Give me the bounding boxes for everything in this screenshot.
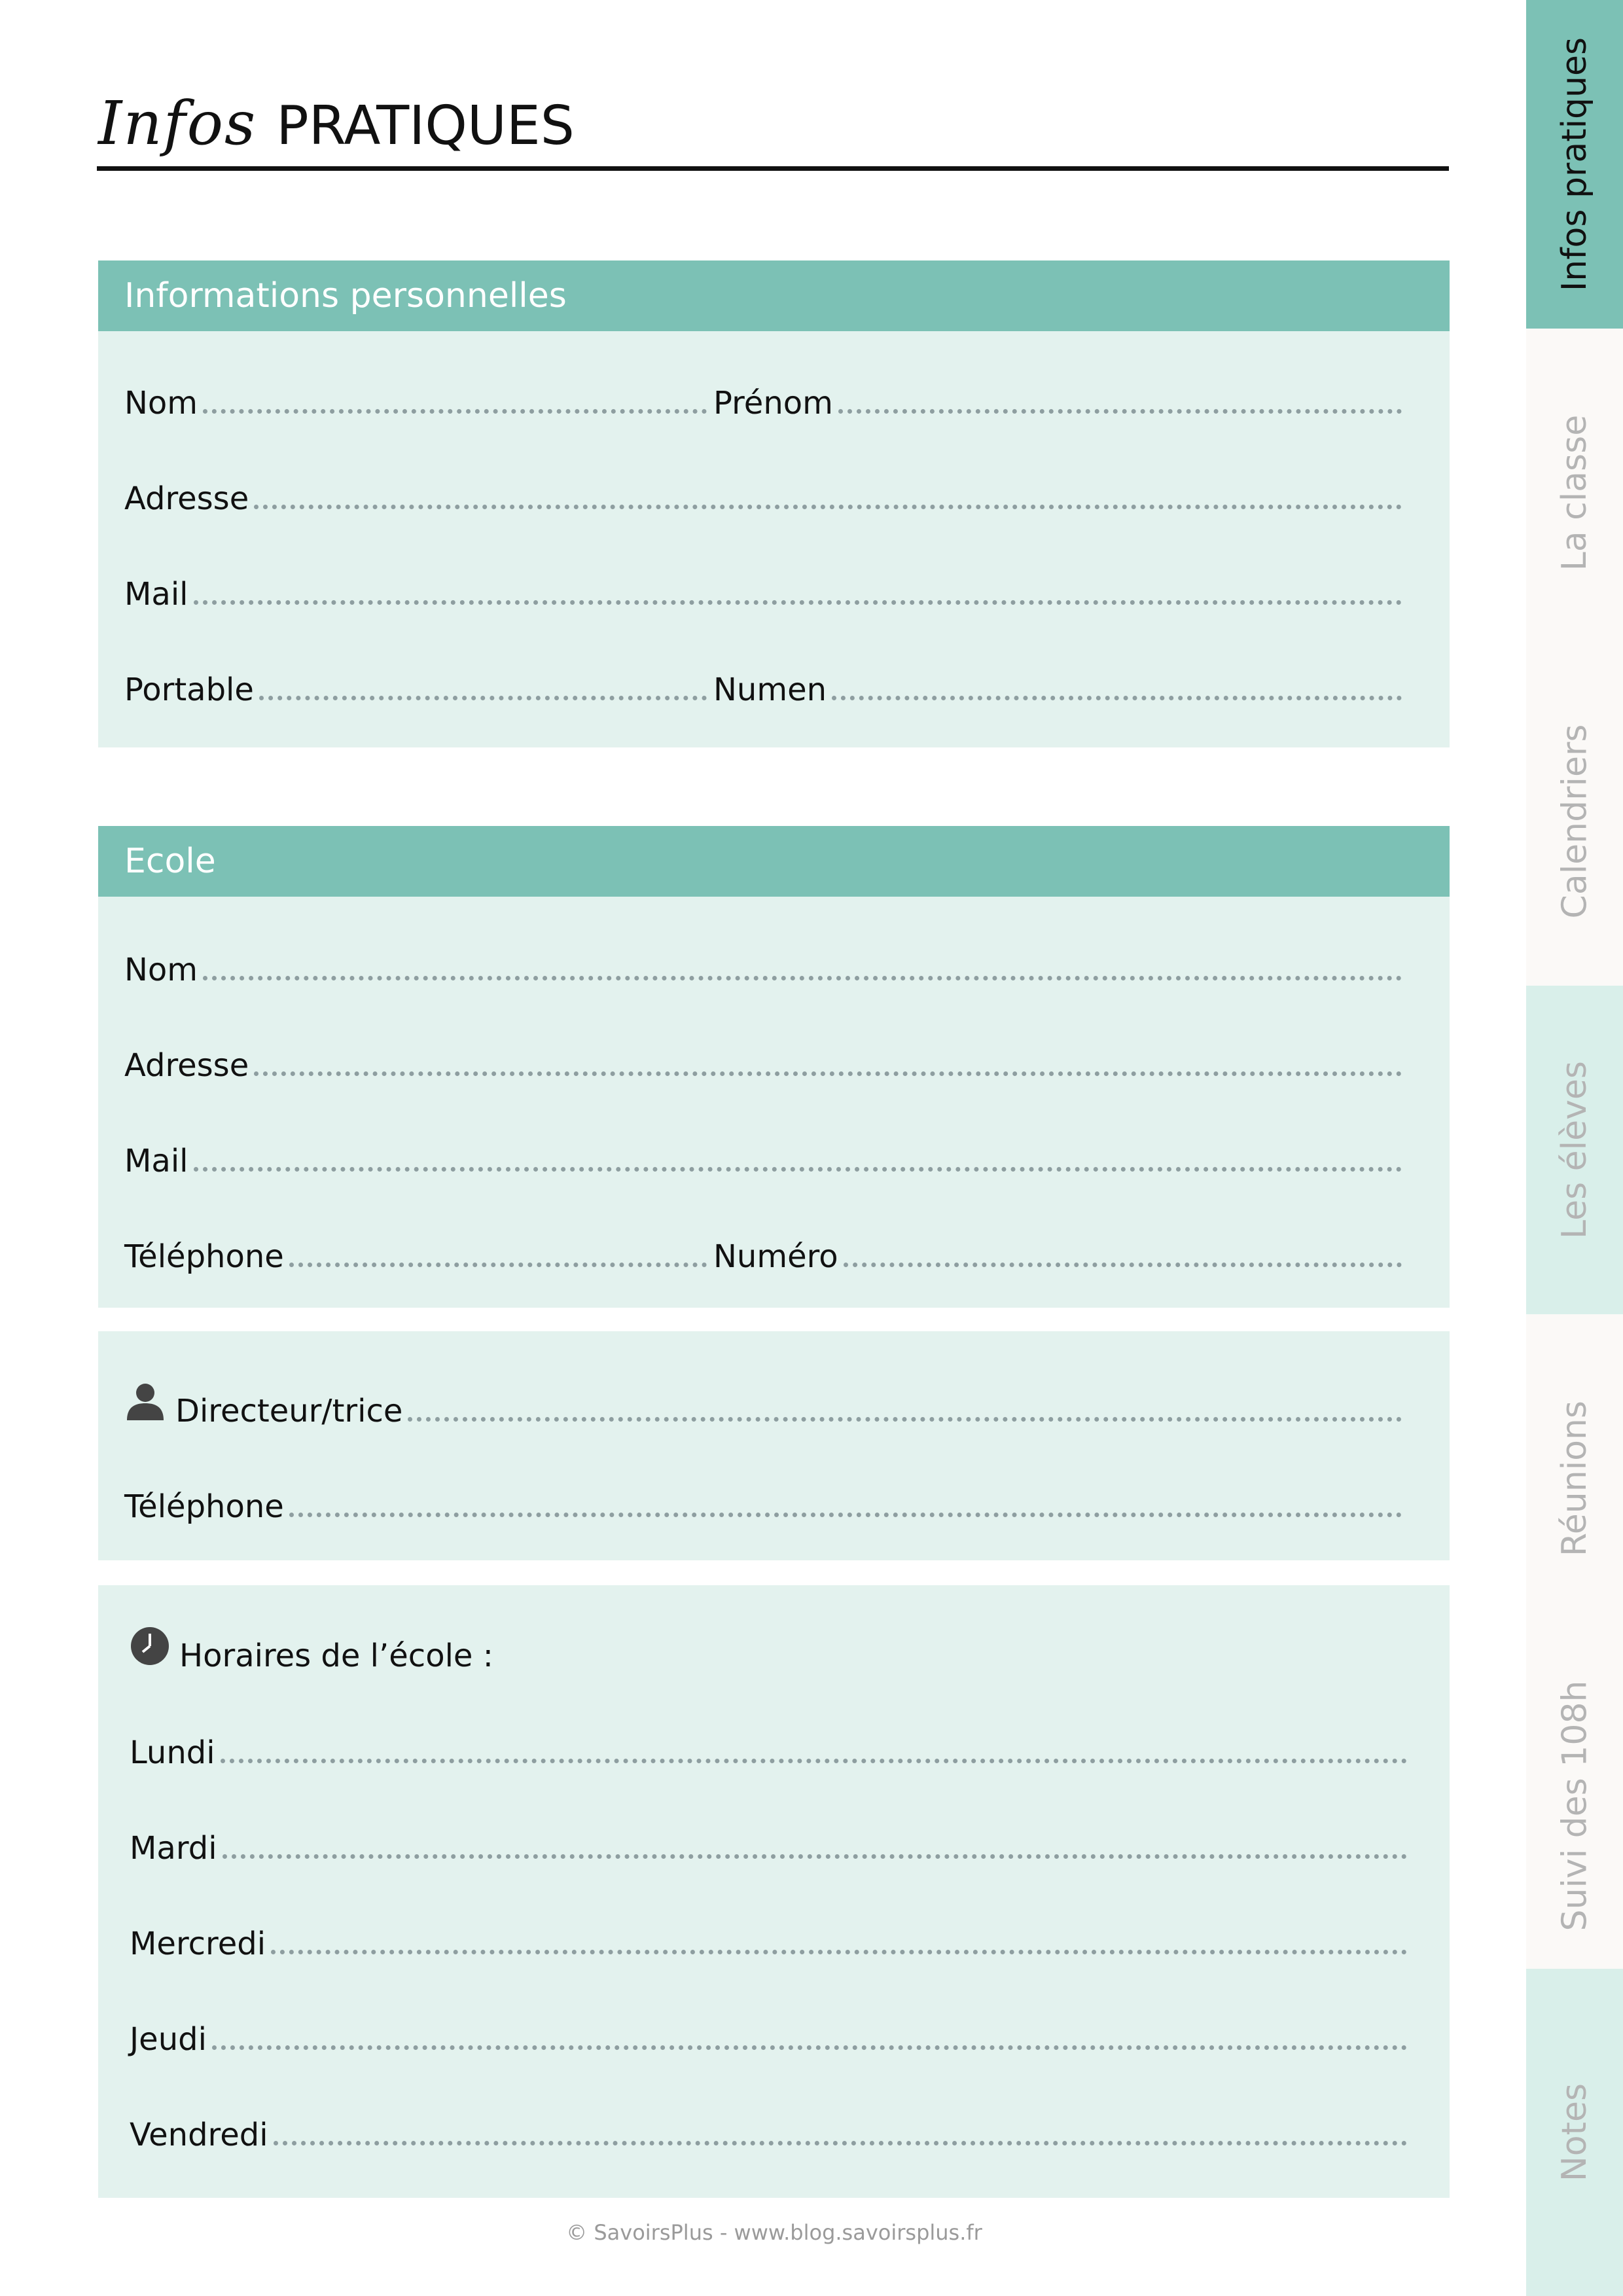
section-horaires — [98, 1585, 1450, 2198]
dotted-line — [194, 574, 1402, 605]
section-ecole-header: Ecole — [98, 826, 1450, 897]
tab-notes[interactable] — [1526, 1969, 1623, 2296]
dotted-line — [203, 950, 1402, 980]
field-label: Numen — [713, 672, 827, 708]
field-prenom[interactable] — [713, 376, 1402, 422]
user-icon — [124, 1382, 166, 1429]
footer-copyright: © SavoirsPlus - www.blog.savoirsplus.fr — [566, 2220, 982, 2245]
tab-label: Infos pratiques — [1555, 37, 1595, 292]
field-directeur-telephone[interactable] — [124, 1479, 1402, 1525]
field-label: Portable — [124, 672, 254, 708]
dotted-line — [838, 383, 1402, 414]
field-label: Adresse — [124, 480, 249, 517]
dotted-line — [408, 1391, 1402, 1422]
title-underline — [97, 166, 1449, 171]
dotted-line — [212, 2019, 1407, 2050]
dotted-line — [289, 1236, 707, 1267]
tab-reunions[interactable] — [1526, 1314, 1623, 1643]
dotted-line — [221, 1732, 1407, 1763]
field-label: Vendredi — [130, 2117, 268, 2153]
tab-label: Réunions — [1555, 1400, 1595, 1557]
field-ecole-nom[interactable] — [124, 942, 1402, 988]
title-cursive: Infos — [98, 88, 257, 158]
field-label: Nom — [124, 385, 198, 422]
dotted-line — [203, 383, 707, 414]
field-ecole-numero[interactable] — [713, 1229, 1402, 1275]
section-personal-body — [98, 331, 1450, 747]
field-label: Numéro — [713, 1238, 838, 1275]
dotted-line — [274, 2115, 1407, 2145]
field-label: Directeur/trice — [175, 1393, 403, 1429]
tab-suivi-108h[interactable] — [1526, 1643, 1623, 1969]
tab-la-classe[interactable] — [1526, 329, 1623, 657]
page-title — [98, 88, 575, 167]
field-label: Mardi — [130, 1830, 217, 1867]
tab-label: Calendriers — [1555, 724, 1594, 919]
clock-icon — [130, 1626, 170, 1674]
field-ecole-adresse[interactable] — [124, 1038, 1402, 1084]
field-adresse[interactable] — [124, 471, 1402, 517]
field-directeur[interactable] — [124, 1384, 1402, 1429]
section-ecole-body — [98, 897, 1450, 1308]
tab-label: La classe — [1555, 414, 1595, 571]
tab-infos-pratiques[interactable] — [1526, 0, 1623, 329]
field-label: Mail — [124, 1143, 188, 1179]
section-directeur — [98, 1331, 1450, 1560]
field-label: Téléphone — [124, 1238, 284, 1275]
dotted-line — [271, 1924, 1407, 1954]
field-label: Mercredi — [130, 1926, 266, 1962]
field-label: Jeudi — [130, 2021, 207, 2058]
dotted-line — [223, 1828, 1407, 1859]
field-label: Prénom — [713, 385, 833, 422]
field-nom[interactable] — [124, 376, 707, 422]
dotted-line — [259, 670, 707, 700]
dotted-line — [832, 670, 1402, 700]
field-mardi[interactable] — [130, 1821, 1407, 1867]
field-numen[interactable] — [713, 662, 1402, 708]
horaires-heading — [130, 1628, 1407, 1674]
field-mercredi[interactable] — [130, 1916, 1407, 1962]
dotted-line — [844, 1236, 1402, 1267]
tab-les-eleves[interactable] — [1526, 986, 1623, 1314]
field-jeudi[interactable] — [130, 2012, 1407, 2058]
dotted-line — [254, 1045, 1402, 1076]
dotted-line — [194, 1141, 1402, 1172]
field-label: Adresse — [124, 1047, 249, 1084]
field-label: Nom — [124, 952, 198, 988]
field-label: Mail — [124, 576, 188, 613]
field-mail[interactable] — [124, 567, 1402, 613]
dotted-line — [289, 1486, 1402, 1517]
field-ecole-mail[interactable] — [124, 1134, 1402, 1179]
dotted-line — [254, 478, 1402, 509]
field-portable[interactable] — [124, 662, 707, 708]
tab-label: Notes — [1555, 2083, 1594, 2182]
title-main: PRATIQUES — [276, 95, 575, 157]
section-personal-header: Informations personnelles — [98, 260, 1450, 331]
tab-label: Les élèves — [1555, 1061, 1594, 1239]
field-label: Lundi — [130, 1734, 215, 1771]
field-lundi[interactable] — [130, 1725, 1407, 1771]
field-ecole-telephone[interactable] — [124, 1229, 707, 1275]
field-vendredi[interactable] — [130, 2108, 1407, 2153]
tab-calendriers[interactable] — [1526, 657, 1623, 986]
tab-label: Suivi des 108h — [1555, 1680, 1594, 1931]
field-label: Téléphone — [124, 1488, 284, 1525]
horaires-title: Horaires de l’école : — [179, 1638, 493, 1674]
